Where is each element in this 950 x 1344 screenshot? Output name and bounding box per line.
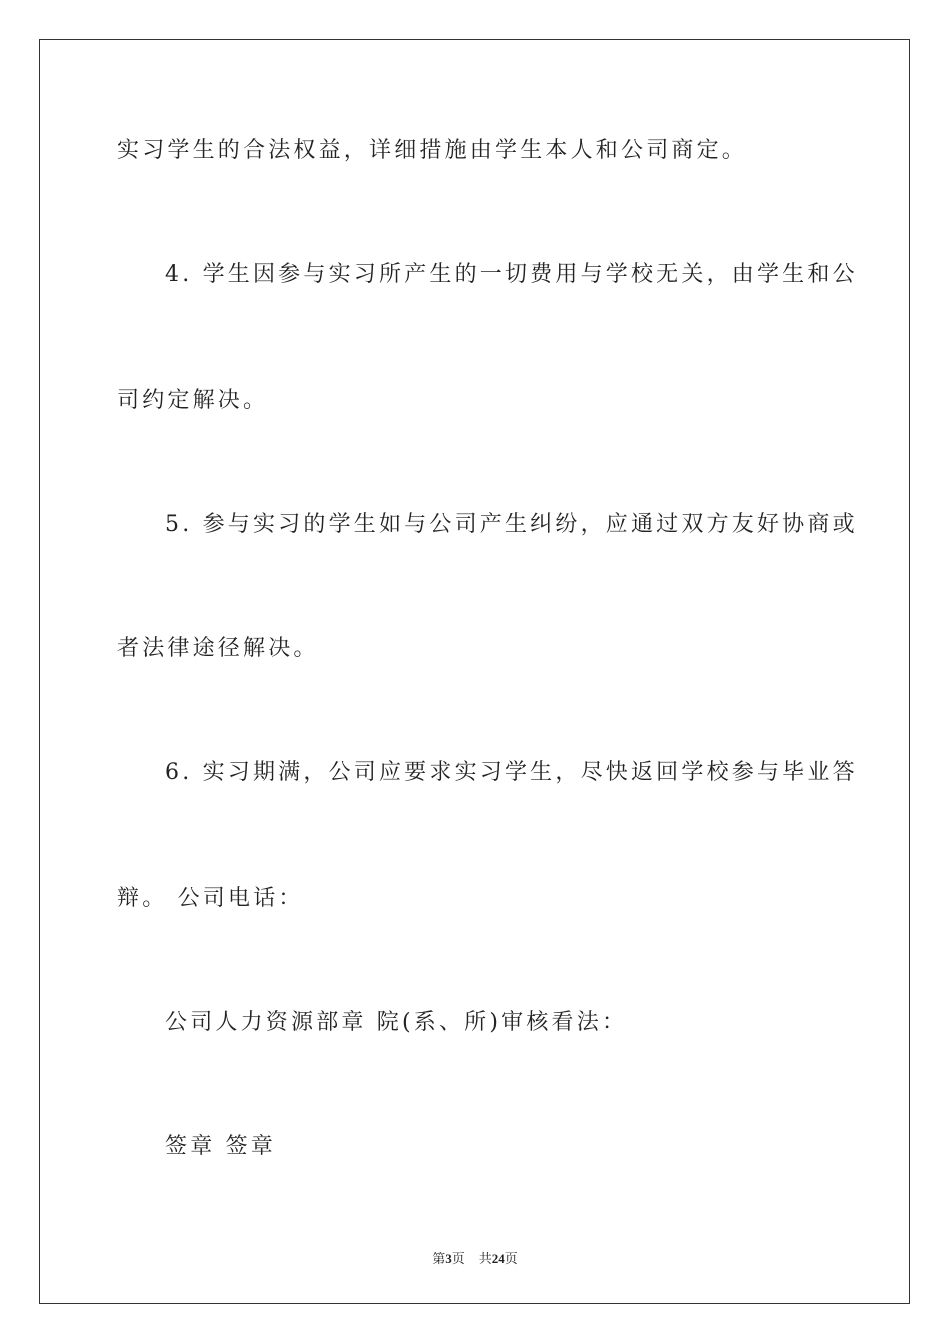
page-footer xyxy=(0,1248,950,1267)
paragraph-line-2: 4. 学生因参与实习所产生的一切费用与学校无关，由学生和公 xyxy=(165,262,858,287)
paragraph-line-6: 6. 实习期满，公司应要求实习学生，尽快返回学校参与毕业答 xyxy=(165,760,858,785)
page-unit: 页 xyxy=(451,1251,465,1266)
page-prefix: 第 xyxy=(432,1251,446,1266)
total-unit: 页 xyxy=(504,1251,518,1266)
page-current: 3 xyxy=(445,1251,452,1266)
paragraph-line-8: 公司人力资源部章 院(系、所)审核看法： xyxy=(165,1010,628,1035)
paragraph-line-1: 实习学生的合法权益，详细措施由学生本人和公司商定。 xyxy=(117,138,748,163)
paragraph-line-5: 者法律途径解决。 xyxy=(117,636,319,661)
page-total: 24 xyxy=(491,1251,505,1266)
total-prefix: 共 xyxy=(478,1251,492,1266)
paragraph-line-7: 辩。 公司电话： xyxy=(117,886,304,911)
paragraph-line-9: 签章 签章 xyxy=(165,1134,276,1159)
page-frame xyxy=(39,39,910,1304)
paragraph-line-3: 司约定解决。 xyxy=(117,388,269,413)
paragraph-line-4: 5. 参与实习的学生如与公司产生纠纷，应通过双方友好协商或 xyxy=(165,512,858,537)
